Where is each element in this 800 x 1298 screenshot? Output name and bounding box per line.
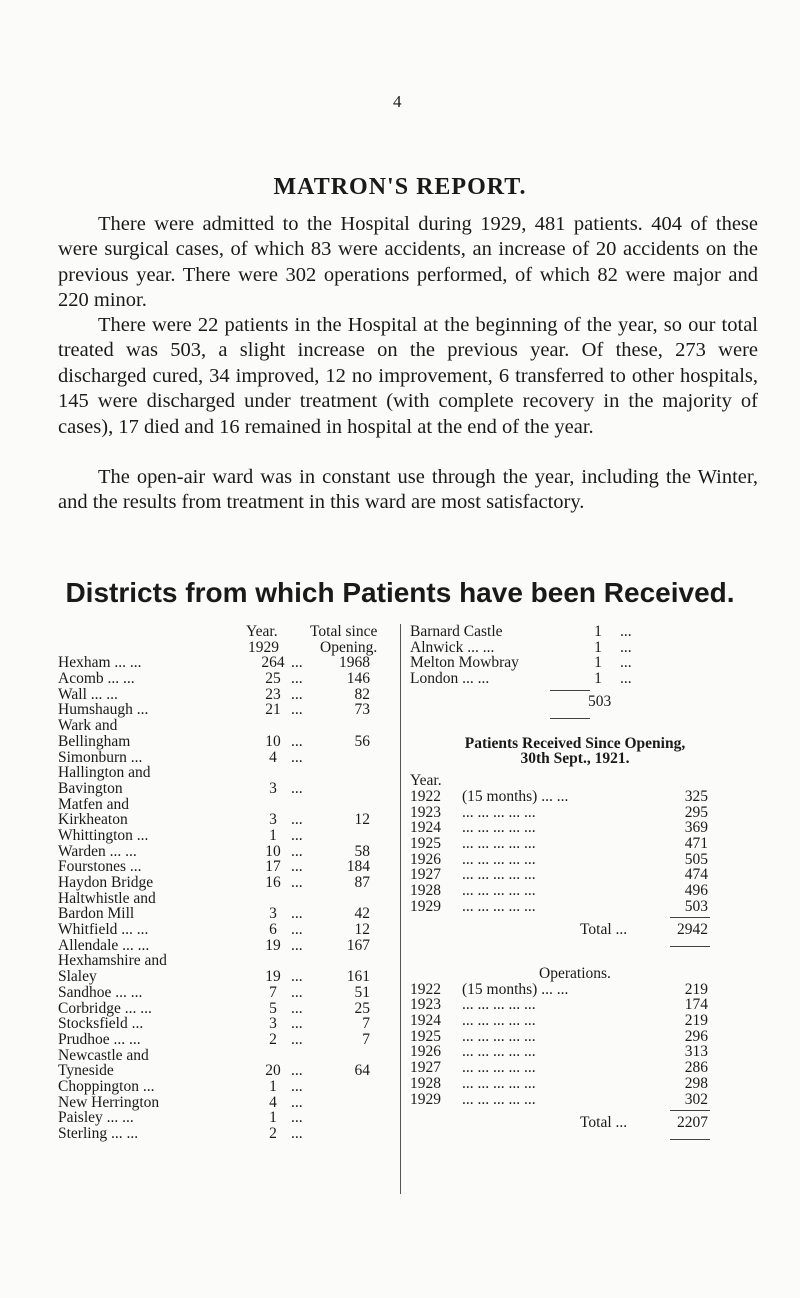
operations-total-label: Total ...: [580, 1114, 628, 1132]
district-total-count: 58: [354, 842, 370, 860]
leader-dots: ...: [620, 623, 632, 640]
row-year: 1929: [410, 1090, 441, 1108]
district-total-count: 25: [354, 999, 370, 1017]
district-name: Alnwick ... ...: [410, 638, 495, 656]
table-row: [58, 734, 398, 750]
operations-heading: Operations.: [539, 965, 611, 983]
table-row: [410, 997, 750, 1013]
leader-dots: ...: [291, 654, 303, 672]
leader-dots: ...: [291, 1030, 303, 1048]
district-year-count: 1: [594, 654, 602, 672]
table-row: [58, 953, 398, 969]
received-year-label: [410, 773, 750, 789]
table-row: [58, 875, 398, 891]
row-year: 1923: [410, 803, 441, 821]
district-year-count: 19: [265, 968, 281, 986]
district-year-count: 23: [265, 685, 281, 703]
leader-dots: ...: [291, 779, 303, 797]
leader-dots: ...: [291, 1077, 303, 1095]
district-name: Humshaugh ...: [58, 701, 149, 719]
district-name: Barnard Castle: [410, 623, 503, 640]
table-row: [58, 891, 398, 907]
table-row: [58, 812, 398, 828]
table-row: [58, 1079, 398, 1095]
district-year-count: 10: [265, 732, 281, 750]
row-year: 1925: [410, 1027, 441, 1045]
district-name: Stocksfield ...: [58, 1015, 144, 1033]
district-name: Simonburn ...: [58, 748, 143, 766]
table-row: [410, 624, 750, 640]
table-row: [58, 906, 398, 922]
row-year: 1924: [410, 819, 441, 837]
district-name: Wall ... ...: [58, 685, 118, 703]
leader-dots: ...: [291, 1015, 303, 1033]
district-name: Bardon Mill: [58, 905, 135, 923]
row-value: 296: [684, 1027, 708, 1045]
district-year-count: 4: [269, 748, 277, 766]
district-name: Choppington ...: [58, 1077, 155, 1095]
header-year: Year.: [246, 623, 278, 640]
table-row: [58, 765, 398, 781]
row-label: ... ... ... ... ...: [462, 1043, 536, 1061]
row-label: (15 months) ... ...: [462, 980, 569, 998]
district-name: Kirkheaton: [58, 811, 128, 829]
district-name: Bellingham: [58, 732, 131, 750]
table-row: [58, 1126, 398, 1142]
district-year-count: 3: [269, 811, 277, 829]
district-year-count: 1: [269, 1109, 277, 1127]
row-year: 1922: [410, 787, 441, 805]
row-label: ... ... ... ... ...: [462, 803, 536, 821]
district-year-count: 16: [265, 874, 281, 892]
table-row: [410, 1013, 750, 1029]
district-year-count: 4: [269, 1093, 277, 1111]
table-row: [58, 938, 398, 954]
operations-total-value: 2207: [677, 1114, 708, 1132]
row-year: 1928: [410, 1074, 441, 1092]
district-name: Hallington and: [58, 764, 151, 782]
operations-rule: [670, 1110, 710, 1111]
row-label: ... ... ... ... ...: [462, 834, 536, 852]
leader-dots: ...: [291, 921, 303, 939]
table-row: [58, 859, 398, 875]
sum-rule-bottom: [550, 718, 590, 719]
row-value: 302: [684, 1090, 708, 1108]
table-row: [410, 1076, 750, 1092]
table-row: [410, 852, 750, 868]
row-year: 1926: [410, 850, 441, 868]
received-subheading: 30th Sept., 1921.: [520, 750, 630, 768]
district-total-count: 7: [362, 1015, 370, 1033]
table-row: [410, 1044, 750, 1060]
row-label: ... ... ... ... ...: [462, 1027, 536, 1045]
district-total-count: 7: [362, 1030, 370, 1048]
table-row: [410, 820, 750, 836]
district-name: Paisley ... ...: [58, 1109, 134, 1127]
district-total-count: 42: [354, 905, 370, 923]
row-label: (15 months) ... ...: [462, 787, 569, 805]
table-row: [58, 687, 398, 703]
district-name: Acomb ... ...: [58, 670, 135, 688]
table-row: [58, 1095, 398, 1111]
district-total-count: 1968: [339, 654, 370, 672]
district-year-count: 2: [269, 1030, 277, 1048]
district-total-count: 51: [354, 983, 370, 1001]
table-row: [58, 1016, 398, 1032]
district-name: Sterling ... ...: [58, 1125, 139, 1143]
table-row: [58, 1032, 398, 1048]
leader-dots: ...: [291, 842, 303, 860]
received-rule-bottom: [670, 946, 710, 947]
table-row: [410, 836, 750, 852]
districts-table: [58, 624, 398, 1142]
district-name: Whitfield ... ...: [58, 921, 149, 939]
table-row: [58, 1063, 398, 1079]
district-name: Allendale ... ...: [58, 936, 150, 954]
district-name: Tyneside: [58, 1062, 114, 1080]
districts-heading: Districts from which Patients have been Received.: [65, 577, 735, 608]
received-heading: Patients Received Since Opening,: [464, 734, 686, 752]
report-title: MATRON'S REPORT.: [273, 174, 527, 200]
table-row: [410, 867, 750, 883]
row-value: 219: [684, 1012, 708, 1030]
row-label: ... ... ... ... ...: [462, 897, 536, 915]
row-value: 174: [684, 996, 708, 1014]
row-year: 1927: [410, 1059, 441, 1077]
district-name: New Herrington: [58, 1093, 160, 1111]
header-total: Total since: [310, 623, 378, 640]
leader-dots: ...: [620, 670, 632, 688]
row-value: 496: [684, 881, 708, 899]
leader-dots: ...: [291, 701, 303, 719]
row-value: 298: [684, 1074, 708, 1092]
row-year: 1929: [410, 897, 441, 915]
leader-dots: ...: [291, 748, 303, 766]
page-number: 4: [393, 92, 402, 111]
table-row: [58, 985, 398, 1001]
table-row: [410, 805, 750, 821]
paragraph-open-air-ward: The open-air ward was in constant use through the year, including the Winter, and the results from treatment in this ward are most satisfactory.: [58, 466, 758, 514]
row-label: ... ... ... ... ...: [462, 996, 536, 1014]
district-total-count: 87: [354, 874, 370, 892]
district-name: London ... ...: [410, 670, 490, 688]
district-name: Whittington ...: [58, 826, 149, 844]
district-total-count: 12: [354, 921, 370, 939]
district-year-count: 5: [269, 999, 277, 1017]
district-name: Fourstones ...: [58, 858, 142, 876]
operations-rule-bottom: [670, 1139, 710, 1140]
table-row: [410, 1092, 750, 1108]
district-total-count: 161: [346, 968, 370, 986]
header-year-value: 1929: [248, 638, 279, 656]
district-total-count: 82: [354, 685, 370, 703]
leader-dots: ...: [291, 999, 303, 1017]
received-total-label: Total ...: [580, 921, 628, 939]
row-value: 505: [684, 850, 708, 868]
sum-rule: [550, 690, 590, 691]
table-row: [58, 828, 398, 844]
received-total-row: [410, 922, 750, 938]
table-row: [410, 789, 750, 805]
row-year: 1922: [410, 980, 441, 998]
leader-dots: ...: [291, 936, 303, 954]
received-rule: [670, 917, 710, 918]
district-year-count: 19: [265, 936, 281, 954]
leader-dots: ...: [291, 732, 303, 750]
table-row: [58, 702, 398, 718]
leader-dots: ...: [291, 685, 303, 703]
district-year-count: 20: [265, 1062, 281, 1080]
row-value: 219: [684, 980, 708, 998]
table-row: [58, 1048, 398, 1064]
district-name: Haydon Bridge: [58, 874, 154, 892]
row-label: ... ... ... ... ...: [462, 866, 536, 884]
district-name: Bavington: [58, 779, 123, 797]
leader-dots: ...: [291, 874, 303, 892]
district-total-count: 167: [346, 936, 370, 954]
row-label: ... ... ... ... ...: [462, 819, 536, 837]
district-total-count: 56: [354, 732, 370, 750]
leader-dots: ...: [291, 1062, 303, 1080]
leader-dots: ...: [291, 670, 303, 688]
row-year: 1927: [410, 866, 441, 884]
table-row: [58, 922, 398, 938]
row-year: 1928: [410, 881, 441, 899]
table-row: [410, 899, 750, 915]
districts-table-header: [58, 624, 398, 655]
district-year-count: 25: [265, 670, 281, 688]
table-row: [58, 781, 398, 797]
paragraph-admissions: There were admitted to the Hospital during 1929, 481 patients. 404 of these were surgical cases, of which 83 were accidents, an increase of 20 accidents on the previous year. There were 302 operations performed, of which 82 were major and 220 minor.: [58, 213, 758, 312]
row-value: 313: [684, 1043, 708, 1061]
grand-total-value: 503: [588, 692, 612, 710]
table-row: [410, 640, 750, 656]
table-row: [410, 982, 750, 998]
row-value: 474: [684, 866, 708, 884]
district-year-count: 21: [265, 701, 281, 719]
row-label: ... ... ... ... ...: [462, 1059, 536, 1077]
district-name: Matfen and: [58, 795, 130, 813]
table-row: [410, 1029, 750, 1045]
row-value: 471: [684, 834, 708, 852]
table-row: [410, 655, 750, 671]
row-value: 286: [684, 1059, 708, 1077]
district-total-count: 12: [354, 811, 370, 829]
leader-dots: ...: [291, 1093, 303, 1111]
row-year: 1923: [410, 996, 441, 1014]
row-label: ... ... ... ... ...: [462, 881, 536, 899]
table-row: [58, 671, 398, 687]
district-name: Melton Mowbray: [410, 654, 519, 672]
leader-dots: ...: [620, 654, 632, 672]
district-grand-total: [410, 694, 750, 712]
district-year-count: 1: [594, 670, 602, 688]
year-label: Year.: [410, 772, 442, 790]
district-year-count: 3: [269, 905, 277, 923]
operations-total-row: [410, 1115, 750, 1131]
row-label: ... ... ... ... ...: [462, 1012, 536, 1030]
row-label: ... ... ... ... ...: [462, 1074, 536, 1092]
table-row: [58, 655, 398, 671]
district-year-count: 1: [269, 826, 277, 844]
district-year-count: 2: [269, 1125, 277, 1143]
table-row: [410, 671, 750, 687]
row-value: 369: [684, 819, 708, 837]
header-opening: Opening.: [320, 638, 378, 656]
row-year: 1926: [410, 1043, 441, 1061]
table-row: [58, 1001, 398, 1017]
district-name: Haltwhistle and: [58, 889, 156, 907]
table-row: [58, 844, 398, 860]
district-name: Hexhamshire and: [58, 952, 167, 970]
district-year-count: 3: [269, 1015, 277, 1033]
district-year-count: 6: [269, 921, 277, 939]
leader-dots: ...: [291, 905, 303, 923]
district-year-count: 7: [269, 983, 277, 1001]
table-row: [410, 883, 750, 899]
district-name: Newcastle and: [58, 1046, 149, 1064]
district-year-count: 1: [594, 623, 602, 640]
leader-dots: ...: [291, 983, 303, 1001]
row-value: 325: [684, 787, 708, 805]
right-column: [410, 624, 750, 1143]
district-name: Sandhoe ... ...: [58, 983, 143, 1001]
leader-dots: ...: [291, 826, 303, 844]
table-row: [58, 797, 398, 813]
row-year: 1924: [410, 1012, 441, 1030]
district-year-count: 3: [269, 779, 277, 797]
table-row: [410, 1060, 750, 1076]
district-name: Slaley: [58, 968, 97, 986]
district-total-count: 64: [354, 1062, 370, 1080]
district-year-count: 264: [261, 654, 285, 672]
district-year-count: 1: [594, 638, 602, 656]
leader-dots: ...: [291, 1125, 303, 1143]
row-value: 295: [684, 803, 708, 821]
leader-dots: ...: [291, 968, 303, 986]
row-label: ... ... ... ... ...: [462, 850, 536, 868]
district-year-count: 10: [265, 842, 281, 860]
row-value: 503: [684, 897, 708, 915]
district-year-count: 1: [269, 1077, 277, 1095]
district-name: Warden ... ...: [58, 842, 137, 860]
row-year: 1925: [410, 834, 441, 852]
table-row: [58, 969, 398, 985]
district-name: Hexham ... ...: [58, 654, 142, 672]
table-row: [58, 750, 398, 766]
district-name: Corbridge ... ...: [58, 999, 152, 1017]
district-total-count: 73: [354, 701, 370, 719]
received-total-value: 2942: [677, 921, 708, 939]
district-total-count: 184: [346, 858, 370, 876]
leader-dots: ...: [620, 638, 632, 656]
leader-dots: ...: [291, 858, 303, 876]
table-row: [58, 1110, 398, 1126]
leader-dots: ...: [291, 811, 303, 829]
table-row: [58, 718, 398, 734]
column-divider: [400, 624, 401, 1194]
row-label: ... ... ... ... ...: [462, 1090, 536, 1108]
district-total-count: 146: [346, 670, 370, 688]
district-name: Prudhoe ... ...: [58, 1030, 141, 1048]
district-name: Wark and: [58, 717, 118, 735]
district-year-count: 17: [265, 858, 281, 876]
paragraph-treated: There were 22 patients in the Hospital at the beginning of the year, so our total treated was 503, a slight increase on the previous year. Of these, 273 were discharged cured, 34 improved, 12 no improvement, 6 transferred to other hospitals, 145 were discharged under treatment (with complete recovery in the majority of cases), 17 died and 16 remained in hospital at the end of the year.: [58, 314, 758, 438]
leader-dots: ...: [291, 1109, 303, 1127]
